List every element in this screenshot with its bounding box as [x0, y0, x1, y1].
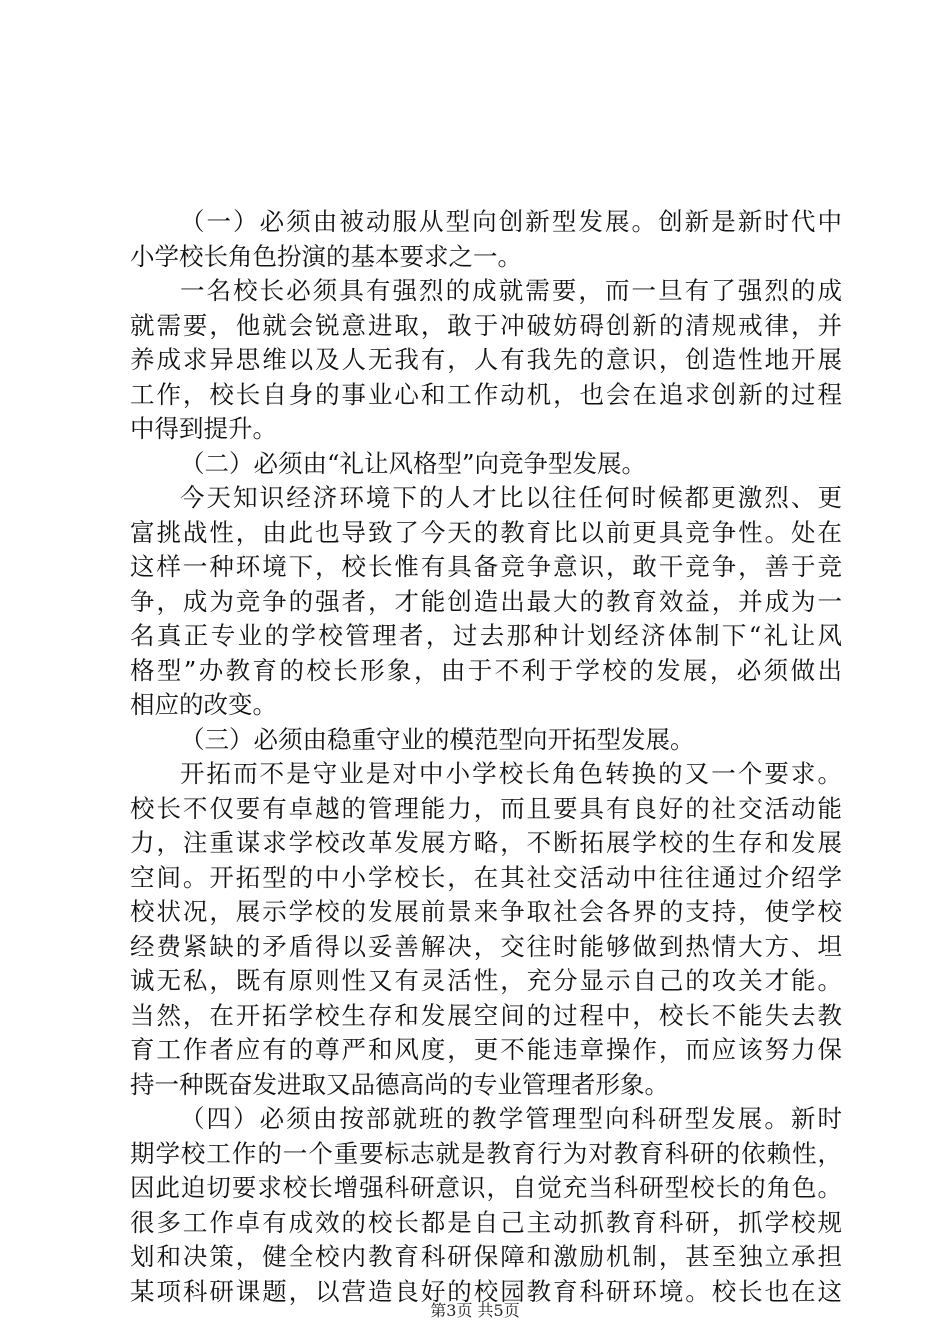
page-footer: 第3页 共5页	[430, 1301, 520, 1320]
text-line: 一名校长必须具有强烈的成就需要，而一旦有了强烈的成	[180, 276, 842, 305]
text-line: 育工作者应有的尊严和风度，更不能违章操作，而应该努力保	[130, 1035, 842, 1064]
text-line: 期学校工作的一个重要标志就是教育行为对教育科研的依赖性，	[130, 1138, 842, 1168]
text-line: 某项科研课题，以营造良好的校园教育科研环境。校长也在这	[130, 1276, 842, 1306]
text-line: 当然，在开拓学校生存和发展空间的过程中，校长不能失去教	[130, 1000, 842, 1030]
text-line: 争，成为竞争的强者，才能创造出最大的教育效益，并成为一	[130, 586, 842, 616]
text-line: 养成求异思维以及人无我有，人有我先的意识，创造性地开展	[130, 345, 842, 374]
text-line: 就需要，他就会锐意进取，敢于冲破妨碍创新的清规戒律，并	[130, 310, 842, 340]
text-line: （四）必须由按部就班的教学管理型向科研型发展。新时	[180, 1104, 842, 1133]
text-line: 中得到提升。	[130, 414, 277, 443]
text-line: 今天知识经济环境下的人才比以往任何时候都更激烈、更	[180, 483, 842, 512]
text-line: 经费紧缺的矛盾得以妥善解决，交往时能够做到热情大方、坦	[130, 931, 842, 961]
text-line: 富挑战性，由此也导致了今天的教育比以前更具竞争性。处在	[130, 517, 842, 547]
text-line: （一）必须由被动服从型向创新型发展。创新是新时代中	[180, 207, 842, 236]
text-line: 持一种既奋发进取又品德高尚的专业管理者形象。	[130, 1069, 669, 1099]
text-line: 校长不仅要有卓越的管理能力，而且要具有良好的社交活动能	[130, 793, 842, 823]
text-line: 格型”办教育的校长形象，由于不利于学校的发展，必须做出	[130, 655, 842, 685]
text-line: （二）必须由“礼让风格型”向竞争型发展。	[180, 448, 647, 478]
text-line: （三）必须由稳重守业的模范型向开拓型发展。	[180, 724, 695, 754]
text-line: 因此迫切要求校长增强科研意识，自觉充当科研型校长的角色。	[130, 1173, 842, 1202]
text-line: 空间。开拓型的中小学校长，在其社交活动中往往通过介绍学	[130, 862, 842, 892]
text-line: 小学校长角色扮演的基本要求之一。	[130, 241, 522, 271]
text-line: 很多工作卓有成效的校长都是自己主动抓教育科研，抓学校规	[130, 1207, 842, 1237]
text-line: 校状况，展示学校的发展前景来争取社会各界的支持，使学校	[130, 897, 842, 926]
document-body	[130, 205, 842, 1309]
text-line: 工作，校长自身的事业心和工作动机，也会在追求创新的过程	[130, 379, 842, 409]
text-line: 相应的改变。	[130, 690, 277, 719]
text-line: 这样一种环境下，校长惟有具备竞争意识，敢干竞争，善于竞	[130, 552, 842, 581]
text-line: 名真正专业的学校管理者，过去那种计划经济体制下“礼让风	[130, 621, 842, 650]
text-line: 划和决策，健全校内教育科研保障和激励机制，甚至独立承担	[130, 1242, 842, 1271]
text-line: 力，注重谋求学校改革发展方略，不断拓展学校的生存和发展	[130, 828, 842, 857]
text-line: 开拓而不是守业是对中小学校长角色转换的又一个要求。	[180, 759, 842, 788]
text-line: 诚无私，既有原则性又有灵活性，充分显示自己的攻关才能。	[130, 966, 842, 995]
